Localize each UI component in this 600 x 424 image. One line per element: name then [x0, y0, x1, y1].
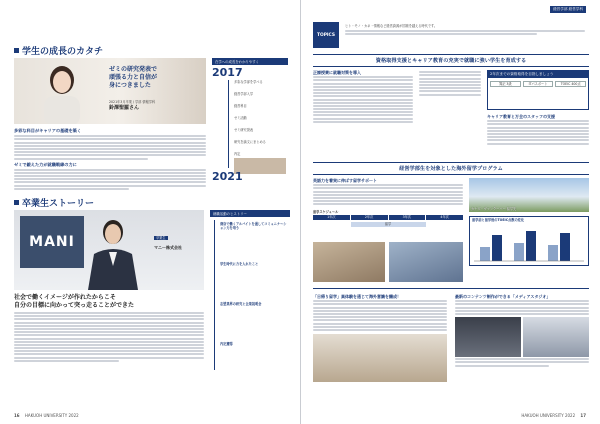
student-figure	[22, 58, 102, 124]
divider	[313, 288, 589, 289]
right-page	[300, 0, 600, 424]
timeline-year-end: 2021	[212, 170, 243, 183]
square-bullet-icon	[14, 48, 19, 53]
grad-label: 卒業生	[156, 236, 166, 240]
quote-line-2: 頑張る力と自信が	[109, 74, 158, 81]
page-footer-left	[14, 413, 79, 418]
study-photo-3	[389, 242, 463, 282]
bottom-photo-a	[313, 334, 447, 382]
story-side-item: 内定獲得	[220, 342, 233, 346]
footer-text: HAKUOH UNIVERSITY 2022	[24, 413, 79, 418]
timeline-item: 多彩な学部を学べる	[234, 80, 263, 84]
intro-text: ヒト・モノ・カネ・情報など経営資源が国境を越える時代です。	[345, 24, 585, 36]
career-banner: 資格取得支援とキャリア教育の充実で就職に強い学生を育成する	[313, 54, 589, 67]
page-footer-right	[521, 413, 586, 418]
study-text: 英語力を着実に伸ばす留学サポート	[313, 178, 463, 207]
timeline-item: 経営科目	[234, 104, 247, 108]
studio-photo-1	[455, 317, 521, 357]
quote-line-3: 身につきました	[109, 82, 151, 89]
footer-text: HAKUOH UNIVERSITY 2022	[521, 413, 576, 418]
timeline-item: 経営学部入学	[234, 92, 254, 96]
growth-body	[14, 128, 206, 191]
schedule-year: 4年次	[426, 215, 463, 219]
study-abroad-banner: 経営学部生を対象とした海外留学プログラム	[313, 162, 589, 175]
career-col-2: キャリア教育と万全のスタッフの支援	[487, 114, 589, 146]
score-bars	[470, 223, 588, 263]
career-col-1: 正課授業に就職対策を導入	[313, 70, 413, 124]
stats-box: 2年次までの資格取得を目指しましょう 簿記 3級 ITパスポート TOEIC 400点	[487, 70, 589, 110]
timeline-header: 在学への成長をわかりやすく	[212, 58, 288, 65]
studio-photo-2	[523, 317, 589, 357]
timeline-item: ゼミ活動	[234, 116, 247, 120]
section-title-alumni: 卒業生ストーリー	[14, 196, 94, 209]
bottom-block-b: 最新のコンテンツ制作ができる「メディアスタジオ」	[455, 294, 589, 368]
header-tag: 経営学部 経営学科	[550, 6, 586, 13]
heading-b: ゼミで鍛えた力が就職戦線の力に	[14, 161, 77, 167]
schedule-year: 1年次	[313, 215, 350, 219]
story-side-item: 商店で働くアルバイトを通してコミュニケーション力を培う	[220, 222, 287, 230]
story-side-header: 就職活動のヒストリー	[210, 210, 290, 217]
company-logo: MANI	[20, 216, 84, 268]
heading-a: 多彩な科目がキャリアの基礎を築く	[14, 128, 82, 133]
quote-name: 鈴澤聖羅さん	[109, 105, 140, 112]
square-bullet-icon	[14, 200, 19, 205]
story-heading-1: 社会で働くイメージが作れたからこそ	[14, 294, 116, 301]
quote-meta: 2021年3月卒業 / 学部 情報学科	[109, 100, 156, 104]
timeline-item: 研究を論文にまとめる	[234, 140, 266, 144]
topics-badge: TOPICS	[313, 22, 339, 48]
score-chart: 留学前と留学後のTOEIC点数の変化	[469, 216, 589, 266]
company-name: マニー株式会社	[154, 245, 182, 250]
student-photo	[14, 58, 206, 124]
timeline-item: ゼミ研究発表	[234, 128, 254, 132]
study-photo-2	[313, 242, 385, 282]
alumni-story	[14, 294, 204, 363]
career-col-mid	[419, 70, 481, 97]
study-photo	[469, 178, 589, 212]
section-title-growth: 学生の成長のカタチ	[14, 44, 103, 57]
schedule-year: 3年次	[389, 215, 426, 219]
timeline-year-start: 2017	[212, 66, 243, 79]
story-heading-2: 自分の目標に向かって突っ走ることができた	[14, 302, 135, 309]
timeline-item: 内定	[234, 152, 241, 156]
page-number: 16	[14, 413, 20, 418]
story-side-item: 志望業界の研究と企業説明会	[220, 302, 262, 306]
stat-item: TOEIC 400点	[555, 81, 586, 87]
stat-item: ITパスポート	[523, 81, 554, 87]
story-side-line	[214, 220, 215, 370]
story-side-item: 学生時代に力を入れたこと	[220, 262, 259, 266]
bottom-block-a: 「日帰り留学」異体験を通じて海外意識を醸成！	[313, 294, 447, 382]
quote-line-1: ゼミの研究発表で	[109, 66, 158, 73]
schedule-year: 2年次	[351, 215, 388, 219]
page-number: 17	[580, 413, 586, 418]
alumni-figure	[78, 210, 148, 290]
schedule: 留学スケジュール 1年次 2年次 3年次 4年次 留学	[313, 210, 463, 227]
photo-caption: カナダ・ヴァンクーバー 留学先	[471, 206, 517, 211]
alumni-photo	[14, 210, 204, 290]
stat-item: 簿記 3級	[490, 81, 521, 87]
timeline-line	[228, 80, 229, 168]
study-period: 留学	[351, 222, 426, 227]
